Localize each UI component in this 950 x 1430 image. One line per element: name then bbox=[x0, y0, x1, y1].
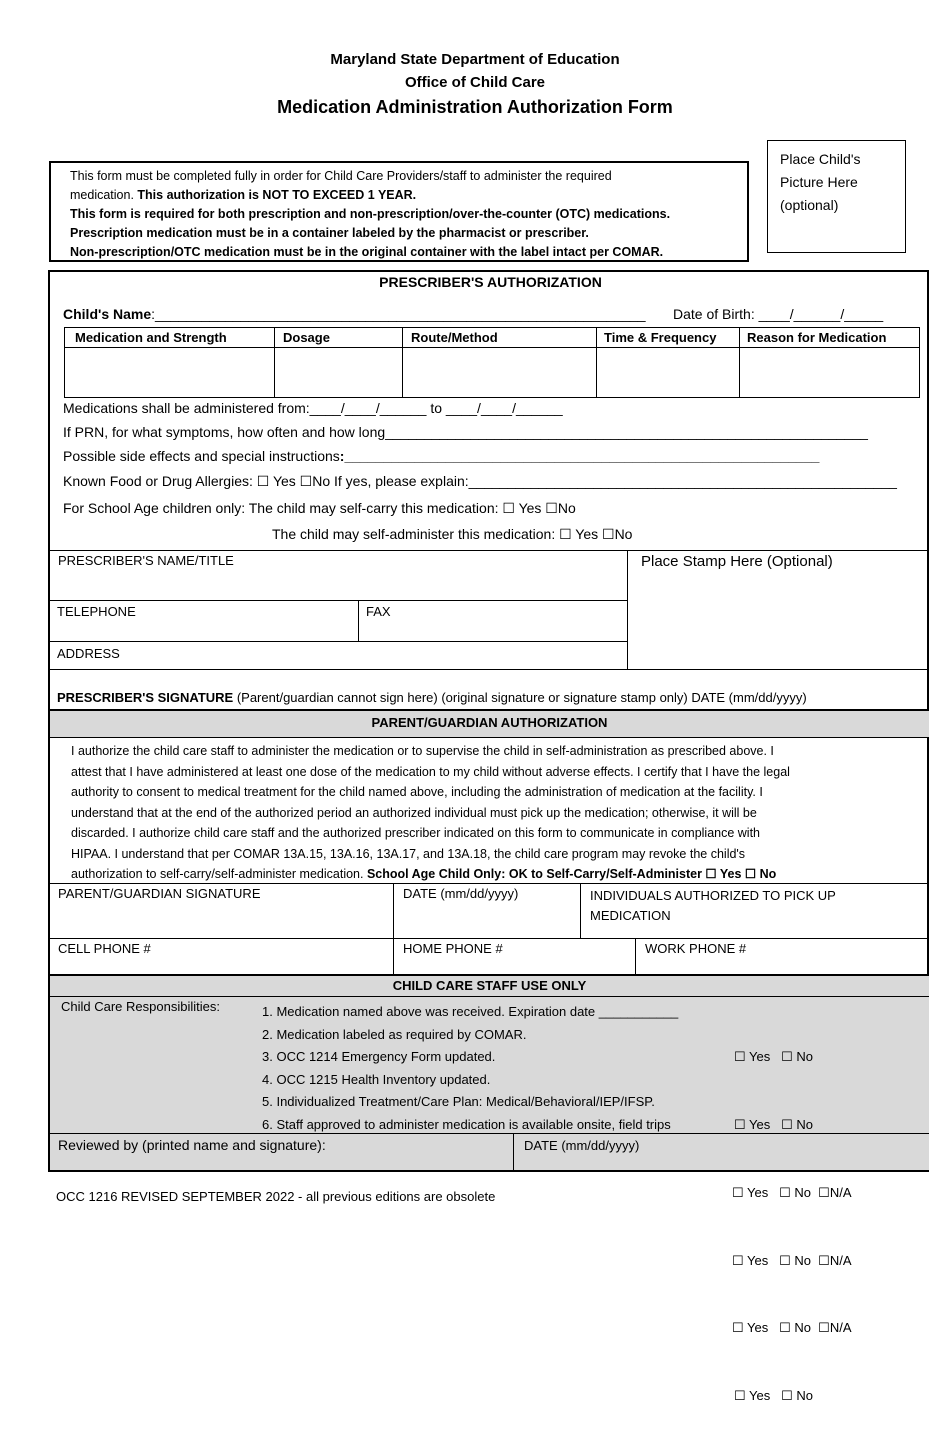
instructions-line-4: Prescription medication must be in a container labeled by the pharmacist or prescriber. bbox=[70, 226, 589, 240]
col-time-frequency: Time & Frequency bbox=[604, 330, 717, 345]
prescriber-signature-note: (Parent/guardian cannot sign here) (original signature or signature stamp only) DATE (mm/dd/yyyy) bbox=[233, 690, 807, 705]
responsibility-options bbox=[734, 1001, 852, 1430]
grid-rule bbox=[50, 600, 627, 601]
responsibility-list bbox=[262, 1001, 678, 1137]
col-route-method: Route/Method bbox=[411, 330, 498, 345]
prescriber-name-title-input[interactable] bbox=[51, 570, 626, 599]
parent-date-label: DATE (mm/dd/yyyy) bbox=[403, 886, 519, 901]
instructions-box bbox=[49, 161, 749, 262]
section-rule bbox=[50, 550, 929, 551]
parent-text-line: I authorize the child care staff to administer the medication or to supervise the child in self-administration as prescribed above. I bbox=[71, 744, 774, 758]
child-name-label: Child's Name bbox=[63, 306, 152, 322]
telephone-input[interactable] bbox=[51, 620, 357, 640]
instructions-line-2a: medication. bbox=[70, 188, 138, 202]
picture-box-label: Place Child's Picture Here (optional) bbox=[780, 151, 861, 213]
office-name: Office of Child Care bbox=[404, 74, 546, 91]
address-input[interactable] bbox=[120, 643, 626, 668]
self-carry-consent-checkbox[interactable]: School Age Child Only: OK to Self-Carry/Self-Administer ☐ Yes ☐ No bbox=[366, 867, 777, 881]
parent-authorization-text bbox=[71, 741, 790, 885]
col-medication-strength: Medication and Strength bbox=[75, 330, 227, 345]
staff-date-label: DATE (mm/dd/yyyy) bbox=[524, 1138, 640, 1153]
grid-divider bbox=[580, 883, 581, 938]
dosage-input[interactable] bbox=[275, 348, 402, 397]
parent-heading: PARENT/GUARDIAN AUTHORIZATION bbox=[371, 715, 608, 730]
child-name-blank: :_______________________________________________________________ bbox=[151, 306, 646, 322]
date-of-birth-field[interactable]: Date of Birth: ____/______/_____ bbox=[673, 306, 884, 322]
fax-input[interactable] bbox=[359, 620, 626, 640]
stamp-label: Place Stamp Here (Optional) bbox=[641, 553, 833, 570]
col-dosage: Dosage bbox=[283, 330, 330, 345]
footer-revision: OCC 1216 REVISED SEPTEMBER 2022 - all previous editions are obsolete bbox=[56, 1189, 496, 1204]
parent-text-line: authority to consent to medical treatment for the child named above, including the administration of medication at the facility. I bbox=[71, 785, 763, 799]
responsibility-item: 3. OCC 1214 Emergency Form updated. bbox=[262, 1049, 496, 1065]
parent-text-line: authorization to self-carry/self-administer medication. bbox=[71, 867, 367, 881]
grid-rule bbox=[50, 1133, 929, 1134]
route-method-input[interactable] bbox=[403, 348, 596, 397]
self-administer-field[interactable]: The child may self-administer this medication: ☐ Yes ☐No bbox=[272, 526, 633, 542]
prescriber-heading: PRESCRIBER'S AUTHORIZATION bbox=[379, 274, 602, 290]
home-phone-label: HOME PHONE # bbox=[403, 941, 503, 956]
address-label: ADDRESS bbox=[57, 646, 120, 661]
prescriber-signature-field[interactable] bbox=[57, 690, 807, 705]
instructions-line-2b: This authorization is NOT TO EXCEED 1 YEAR. bbox=[137, 188, 417, 202]
parent-signature-input[interactable] bbox=[51, 903, 392, 937]
prescriber-signature-label: PRESCRIBER'S SIGNATURE bbox=[57, 690, 234, 705]
staff-heading: CHILD CARE STAFF USE ONLY bbox=[392, 978, 587, 993]
grid-rule bbox=[50, 996, 929, 997]
child-picture-box[interactable] bbox=[767, 140, 906, 253]
form-title: Medication Administration Authorization Form bbox=[277, 97, 673, 117]
responsibility-checkboxes[interactable]: ☐ Yes ☐ No ☐N/A bbox=[732, 1252, 852, 1268]
work-phone-input[interactable] bbox=[636, 957, 928, 973]
reviewed-by-input[interactable] bbox=[51, 1153, 512, 1170]
allergies-field[interactable]: Known Food or Drug Allergies: ☐ Yes ☐No If yes, please explain:_______________________________________________________ bbox=[63, 473, 897, 489]
responsibility-item: 6. Staff approved to administer medication is available onsite, field trips bbox=[262, 1116, 671, 1132]
reviewed-by-label: Reviewed by (printed name and signature): bbox=[58, 1137, 326, 1153]
grid-rule bbox=[50, 938, 929, 939]
parent-text-line: HIPAA. I understand that per COMAR 13A.15, 13A.16, 13A.17, and 13A.18, the child care program may revoke the child's bbox=[71, 846, 746, 861]
side-effects-label: Possible side effects and special instructions bbox=[63, 448, 340, 464]
pickup-label: INDIVIDUALS AUTHORIZED TO PICK UP MEDICATION bbox=[590, 888, 836, 923]
medication-strength-input[interactable] bbox=[65, 348, 274, 397]
agency-name: Maryland State Department of Education bbox=[330, 51, 620, 68]
staff-date-input[interactable] bbox=[514, 1153, 928, 1170]
fax-label: FAX bbox=[366, 604, 391, 619]
time-frequency-input[interactable] bbox=[597, 348, 739, 397]
parent-signature-label: PARENT/GUARDIAN SIGNATURE bbox=[58, 886, 261, 901]
home-phone-input[interactable] bbox=[394, 957, 634, 973]
administration-dates-field[interactable]: Medications shall be administered from:____/____/______ to ____/____/______ bbox=[63, 400, 563, 416]
self-carry-field[interactable]: For School Age children only: The child may self-carry this medication: ☐ Yes ☐No bbox=[63, 500, 576, 516]
grid-rule bbox=[50, 641, 627, 642]
cell-phone-input[interactable] bbox=[51, 957, 392, 973]
responsibility-checkboxes[interactable]: ☐ Yes ☐ No bbox=[734, 1116, 813, 1132]
instructions-line-3: This form is required for both prescription and non-prescription/over-the-counter (OTC) medications. bbox=[70, 207, 671, 221]
responsibilities-label: Child Care Responsibilities: bbox=[61, 999, 220, 1014]
parent-heading-bar bbox=[50, 709, 929, 738]
prescriber-name-title-label: PRESCRIBER'S NAME/TITLE bbox=[58, 553, 234, 568]
responsibility-item: 2. Medication labeled as required by COMAR. bbox=[262, 1026, 527, 1042]
instructions-line-5: Non-prescription/OTC medication must be in the original container with the label intact per COMAR. bbox=[70, 245, 664, 259]
parent-date-input[interactable] bbox=[394, 903, 579, 937]
col-reason: Reason for Medication bbox=[747, 330, 887, 345]
side-effects-blank: :_____________________________________________________________ bbox=[339, 448, 820, 464]
responsibility-checkboxes[interactable]: ☐ Yes ☐ No ☐N/A bbox=[732, 1184, 852, 1200]
reason-input[interactable] bbox=[740, 348, 919, 397]
grid-rule bbox=[50, 669, 929, 670]
responsibility-item: 1. Medication named above was received. Expiration date ___________ bbox=[262, 1004, 679, 1019]
side-effects-field[interactable] bbox=[63, 448, 819, 464]
parent-text-line: attest that I have administered at least one dose of the medication to my child without adverse effects. I certify that I have the legal bbox=[71, 764, 790, 779]
responsibility-checkboxes[interactable]: ☐ Yes ☐ No ☐N/A bbox=[732, 1320, 852, 1336]
child-name-field[interactable] bbox=[63, 306, 646, 322]
responsibility-checkboxes[interactable]: ☐ Yes ☐ No bbox=[734, 1049, 813, 1065]
parent-text-line: discarded. I authorize child care staff and the authorized prescriber indicated on this form to communicate in compliance with bbox=[71, 826, 761, 840]
responsibility-item: 5. Individualized Treatment/Care Plan: Medical/Behavioral/IEP/IFSP. bbox=[262, 1094, 655, 1110]
stamp-area[interactable] bbox=[628, 575, 928, 668]
grid-rule bbox=[50, 883, 929, 884]
responsibility-item: 4. OCC 1215 Health Inventory updated. bbox=[262, 1071, 491, 1087]
responsibility-checkboxes[interactable]: ☐ Yes ☐ No bbox=[734, 1388, 813, 1404]
telephone-label: TELEPHONE bbox=[57, 604, 136, 619]
prn-field[interactable]: If PRN, for what symptoms, how often and how long______________________________________________________________ bbox=[63, 424, 868, 440]
parent-text-line: understand that at the end of the authorized period an authorized individual must pick up the medication; otherwise, it will be bbox=[71, 805, 757, 820]
instructions-line-1: This form must be completed fully in order for Child Care Providers/staff to administer the required bbox=[70, 169, 612, 183]
work-phone-label: WORK PHONE # bbox=[645, 941, 747, 956]
cell-phone-label: CELL PHONE # bbox=[58, 941, 151, 956]
